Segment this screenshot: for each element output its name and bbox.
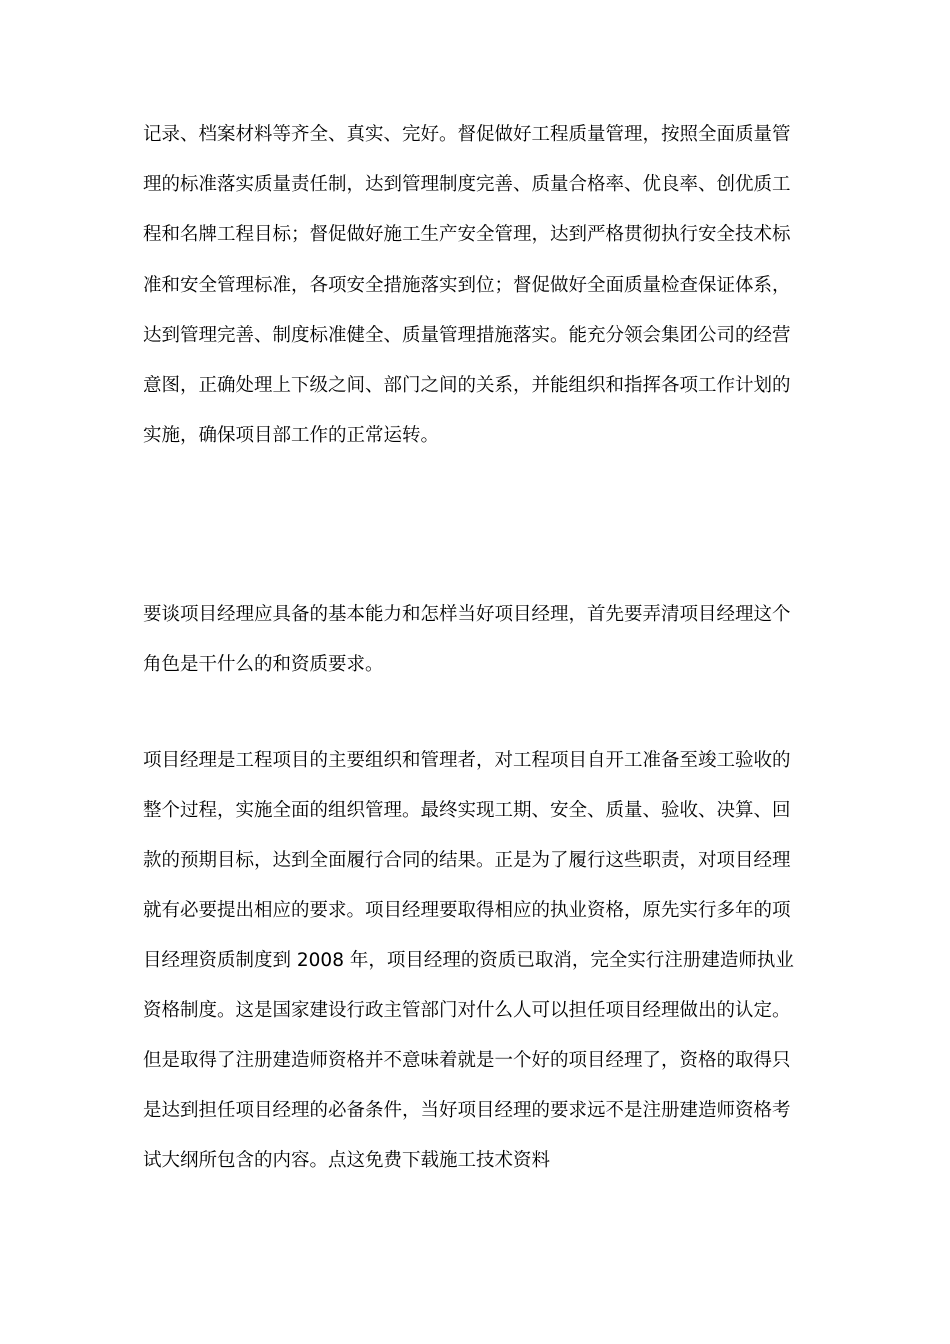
text-line: 实施，确保项目部工作的正常运转。	[143, 425, 440, 446]
text-line: 理的标准落实质量责任制，达到管理制度完善、质量合格率、优良率、创优质工	[143, 174, 791, 195]
text-line: 资格制度。这是国家建设行政主管部门对什么人可以担任项目经理做出的认定。	[143, 1000, 791, 1021]
text-line: 就有必要提出相应的要求。项目经理要取得相应的执业资格，原先实行多年的项	[143, 900, 791, 921]
text-line: 准和安全管理标准，各项安全措施落实到位；督促做好全面质量检查保证体系，	[143, 275, 791, 296]
text-line: 要谈项目经理应具备的基本能力和怎样当好项目经理，首先要弄清项目经理这个	[143, 604, 791, 625]
text-line: 记录、档案材料等齐全、真实、完好。督促做好工程质量管理，按照全面质量管	[143, 124, 791, 145]
text-line: 意图，正确处理上下级之间、部门之间的关系，并能组织和指挥各项工作计划的	[143, 375, 791, 396]
text-line: 角色是干什么的和资质要求。	[143, 654, 384, 675]
text-line: 试大纲所包含的内容。点这免费下载施工技术资料	[143, 1150, 551, 1171]
text-line: 但是取得了注册建造师资格并不意味着就是一个好的项目经理了，资格的取得只	[143, 1050, 791, 1071]
text-line: 项目经理是工程项目的主要组织和管理者，对工程项目自开工准备至竣工验收的	[143, 750, 791, 771]
text-line: 整个过程，实施全面的组织管理。最终实现工期、安全、质量、验收、决算、回	[143, 800, 791, 821]
text-line: 目经理资质制度到 2008 年，项目经理的资质已取消，完全实行注册建造师执业	[143, 950, 794, 971]
text-line: 达到管理完善、制度标准健全、质量管理措施落实。能充分领会集团公司的经营	[143, 325, 791, 346]
text-line: 程和名牌工程目标；督促做好施工生产安全管理，达到严格贯彻执行安全技术标	[143, 224, 791, 245]
text-line: 是达到担任项目经理的必备条件，当好项目经理的要求远不是注册建造师资格考	[143, 1100, 791, 1121]
text-line: 款的预期目标，达到全面履行合同的结果。正是为了履行这些职责，对项目经理	[143, 850, 791, 871]
